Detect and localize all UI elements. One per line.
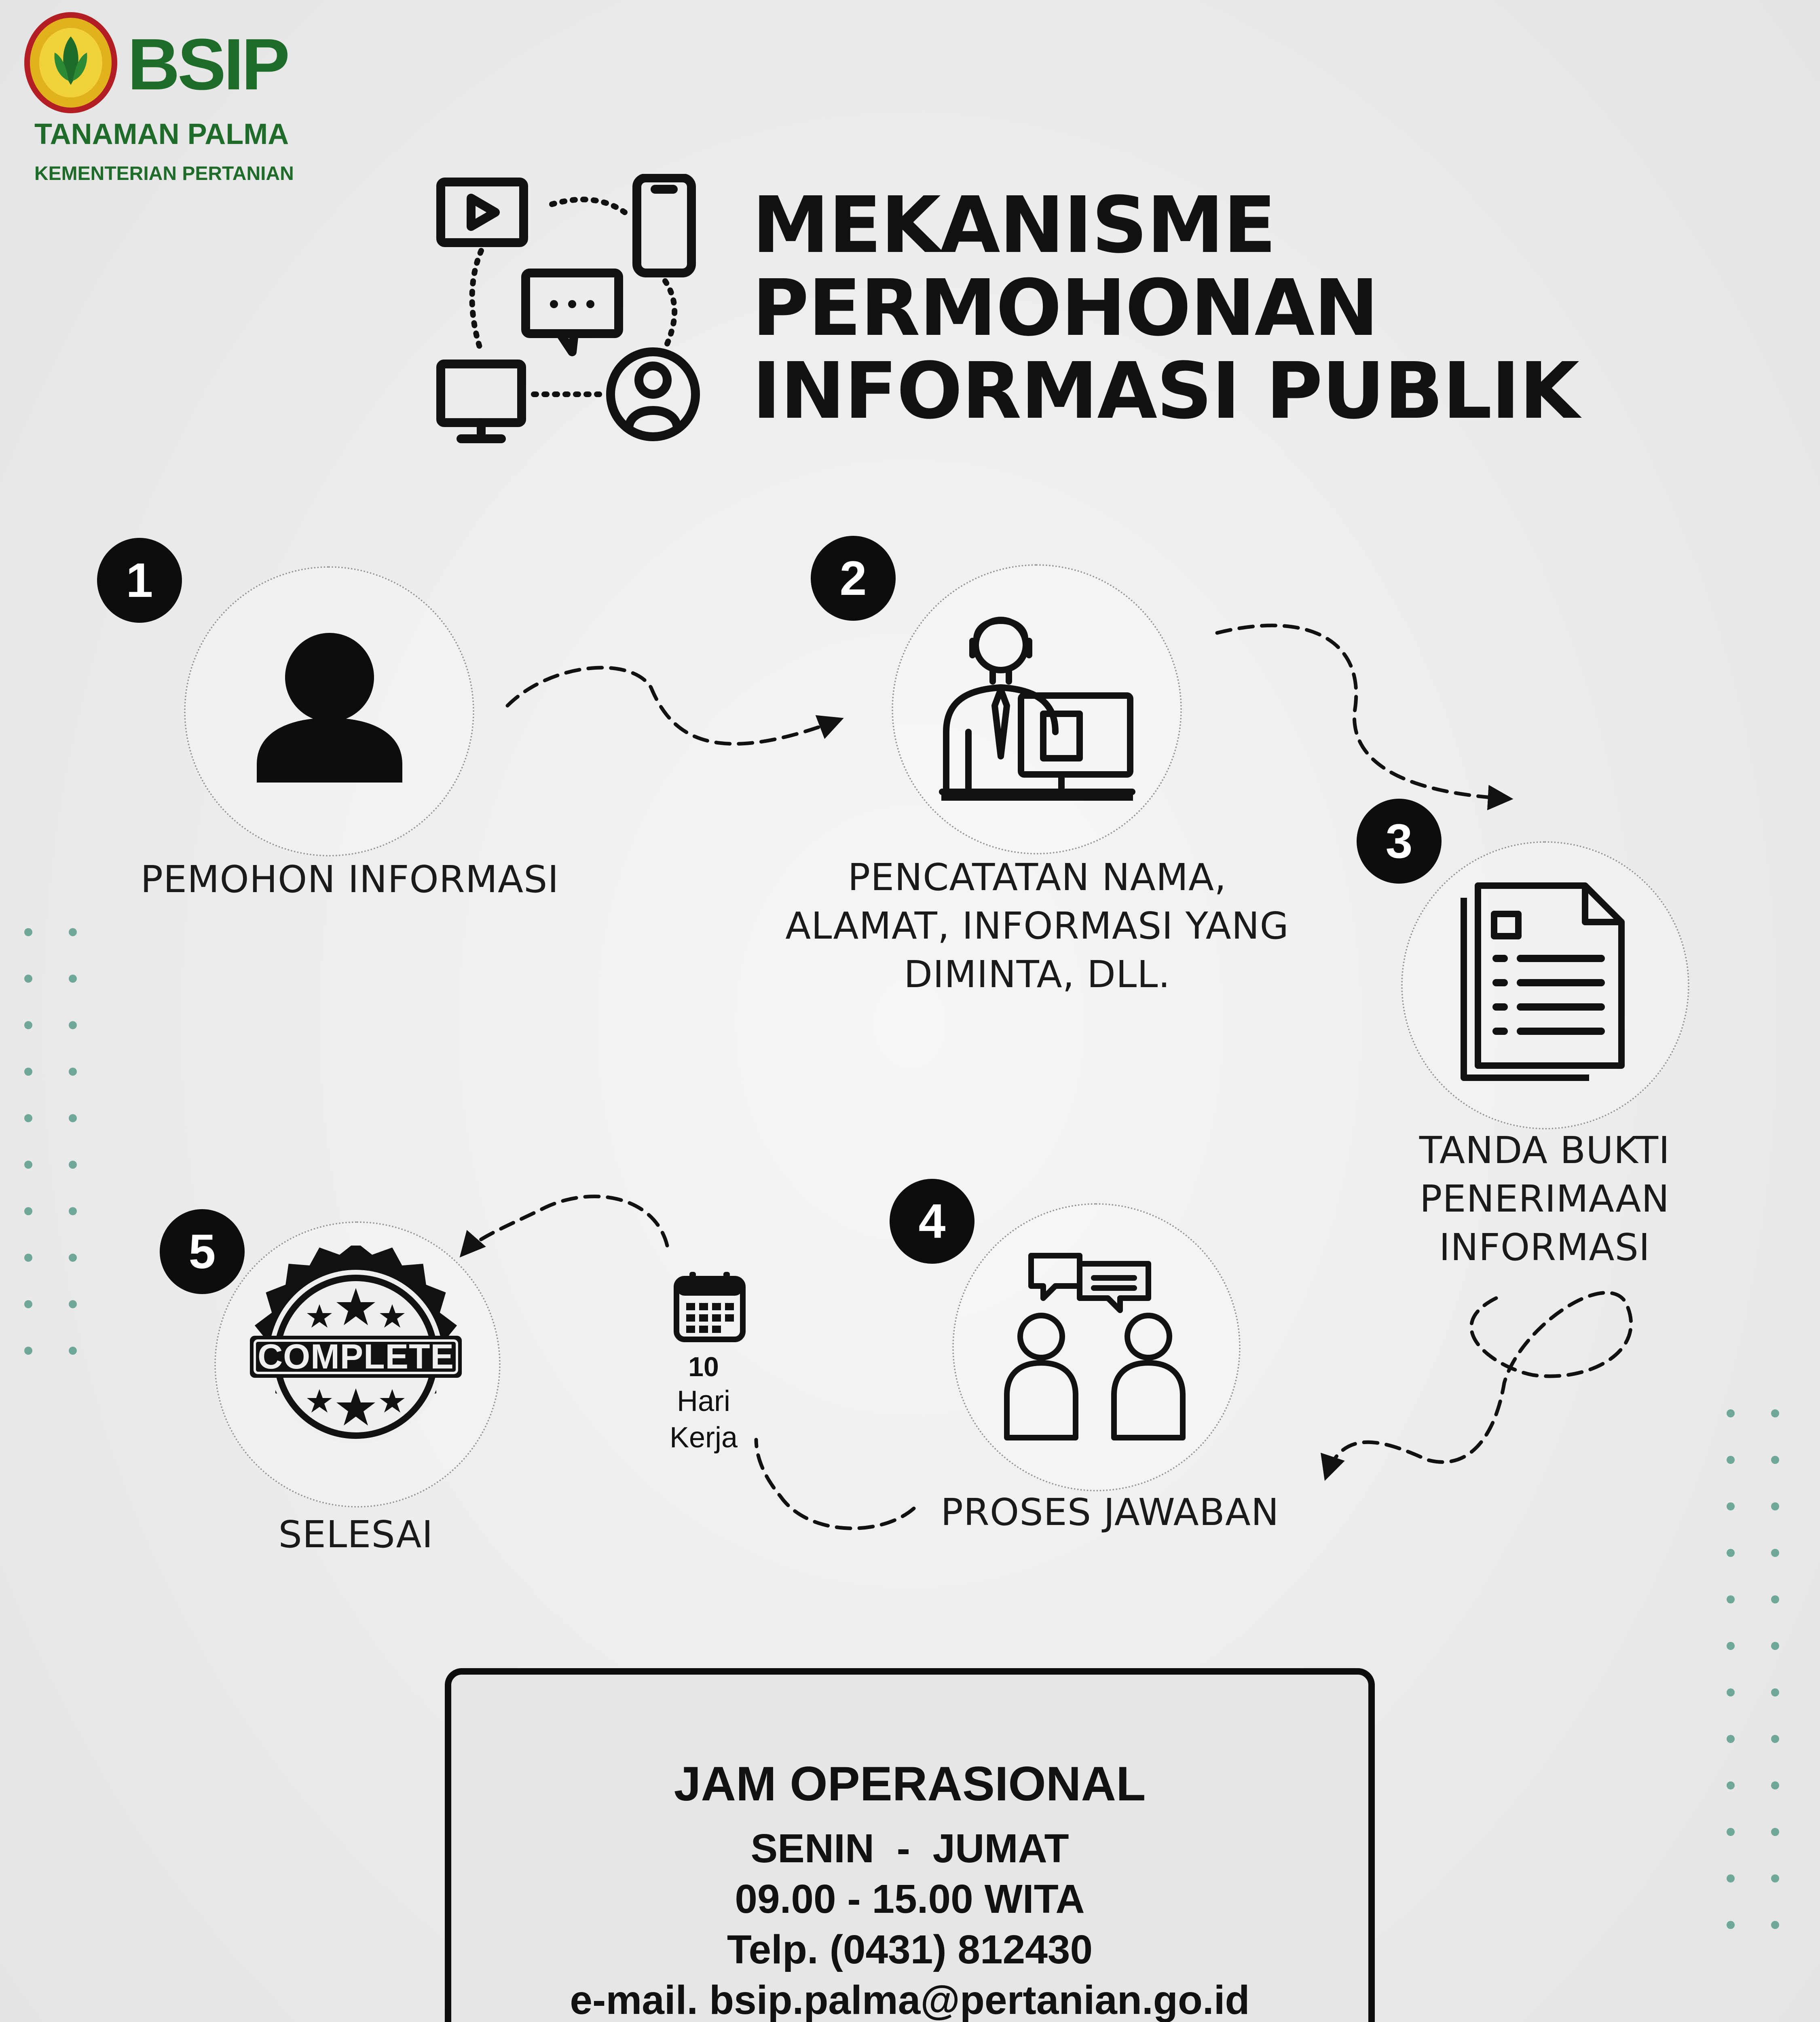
title-line-3: INFORMASI PUBLIK	[752, 346, 1579, 436]
step-2-label: PENCATATAN NAMA, ALAMAT, INFORMASI YANG DIMINTA, DLL.	[785, 856, 1289, 996]
connector-4-5-top	[463, 1196, 667, 1254]
connector-4-5	[756, 1440, 914, 1528]
operating-email: e-mail. bsip.palma@pertanian.go.id	[570, 1978, 1250, 2022]
duration-days: 10	[688, 1352, 719, 1382]
duration-label	[639, 1351, 768, 1456]
title-line-1: MEKANISME	[752, 180, 1276, 271]
operator-desk-icon	[938, 611, 1136, 805]
decorative-dots-right	[1723, 1407, 1803, 1973]
person-icon	[253, 631, 406, 785]
step-1-label: PEMOHON INFORMASI	[140, 858, 559, 901]
decorative-dots-left	[20, 926, 85, 1371]
connector-1-2	[507, 668, 839, 744]
step-4-badge: 4	[890, 1179, 974, 1264]
operating-phone: Telp. (0431) 812430	[727, 1927, 1093, 1972]
title-line-2: PERMOHONAN	[752, 263, 1378, 353]
step-2-badge: 2	[811, 536, 896, 621]
operating-time: 09.00 - 15.00 WITA	[735, 1876, 1085, 1922]
brand-name: BSIP	[127, 24, 288, 105]
duration-line-1: Hari	[676, 1385, 730, 1417]
step-3-badge: 3	[1357, 799, 1442, 884]
step-1-badge: 1	[97, 538, 182, 623]
operating-days: SENIN - JUMAT	[750, 1826, 1069, 1871]
complete-stamp-text: COMPLETE	[258, 1337, 454, 1376]
connector-3-4	[1326, 1293, 1631, 1476]
step-5-badge: 5	[160, 1209, 245, 1294]
calendar-icon	[673, 1270, 746, 1343]
unit-name: TANAMAN PALMA	[34, 118, 289, 150]
conversation-icon	[999, 1250, 1189, 1444]
ministry-name: KEMENTERIAN PERTANIAN	[34, 163, 294, 184]
document-icon	[1456, 882, 1630, 1084]
step-4-label: PROSES JAWABAN	[941, 1491, 1279, 1534]
step-3-label: TANDA BUKTI PENERIMAAN INFORMASI	[1419, 1129, 1670, 1269]
duration-line-2: Kerja	[669, 1421, 738, 1454]
operating-hours-heading: JAM OPERASIONAL	[674, 1757, 1146, 1811]
connector-2-3	[1217, 626, 1508, 799]
step-5-label: SELESAI	[278, 1513, 433, 1556]
operating-hours-box	[445, 1668, 1375, 2022]
